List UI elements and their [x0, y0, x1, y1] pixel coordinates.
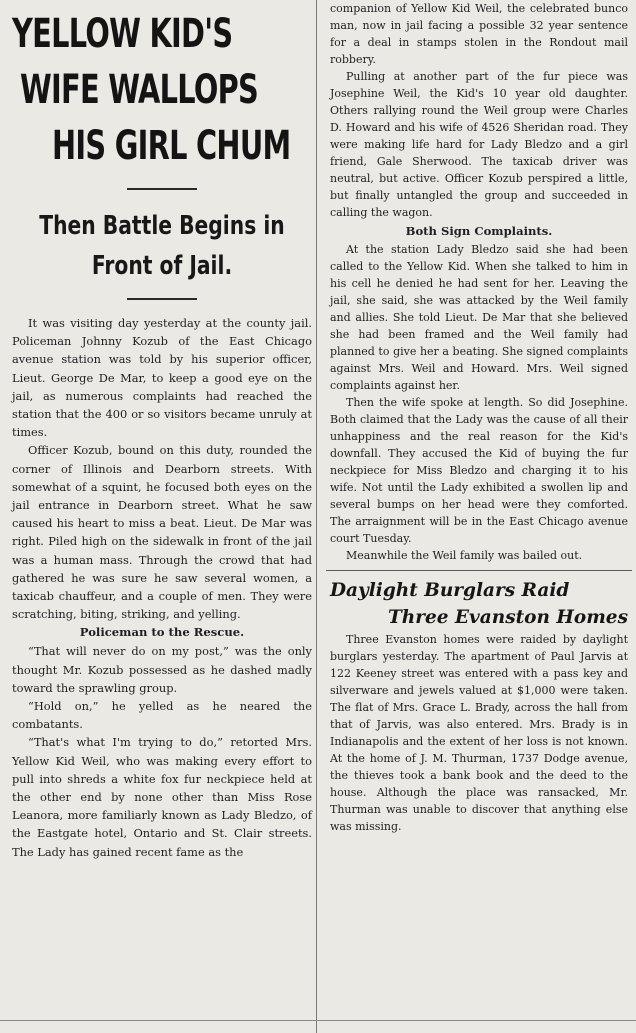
column-divider — [316, 0, 317, 1033]
right-column — [318, 0, 636, 1033]
paragraph: “That will never do on my post,” was the only thought Mr. Kozub possessed as he dashed madly toward the sprawling group. — [12, 644, 312, 695]
second-headline — [330, 577, 628, 631]
second-headline-line-2: Three Evanston Homes — [387, 607, 628, 628]
headline-line-1: YELLOW KID'S — [12, 11, 233, 57]
headline — [12, 6, 312, 174]
paragraph: “That's what I'm trying to do,” retorted Mrs. Yellow Kid Weil, who was making every effort to pull into shreds a white fox fur neckpiece held at the other end by none other than Miss Rose Leanora, more familiarly known as Lady Bledzo, of the Eastgate hotel, Ontario and St. Clair streets. The Lady has gained recent fame as the — [12, 735, 312, 859]
paragraph: Officer Kozub, bound on this duty, rounded the corner of Illinois and Dearborn streets. With somewhat of a squint, he focused both eyes on the jail entrance in Dearborn street. What he saw caused his heart to miss a beat. Lieut. De Mar was right. Piled high on the sidewalk in front of the jail was a human mass. Through the crowd that had gathered he was sure he saw several women, a taxicab chauffeur, and a couple of men. They were scratching, biting, striking, and yelling. — [12, 443, 312, 622]
paragraph: Pulling at another part of the fur piece was Josephine Weil, the Kid's 10 year old daughter. Others rallying round the Weil group were Charles D. Howard and his wife of 4526 Sheridan road. They were making life hard for Lady Bledzo and a girl friend, Gale Sherwood. The taxicab driver was neutral, but active. Officer Kozub perspired a little, but finally untangled the group and succeeded in calling the wagon. — [330, 70, 628, 219]
paragraph: “Hold on,” he yelled as he neared the combatants. — [12, 699, 312, 732]
paragraph: Meanwhile the Weil family was bailed out. — [346, 549, 583, 562]
paragraph: Three Evanston homes were raided by daylight burglars yesterday. The apartment of Paul Jarvis at 122 Keeney street was entered with a pass key and silverware and jewels valued at $1,000 were taken. The flat of Mrs. Grace L. Brady, across the hall from that of Jarvis, was also entered. Mrs. Brady is in Indianapolis and the extent of her loss is not known. At the home of J. M. Thurman, 1737 Dodge avenue, the thieves took a bank book and the deed to the house. Although the place was ransacked, Mr. Thurman was unable to discover that anything else was missing. — [330, 633, 628, 833]
headline-line-2: WIFE WALLOPS — [20, 67, 258, 113]
second-headline-line-1: Daylight Burglars Raid — [330, 580, 570, 601]
paragraph-continued: companion of Yellow Kid Weil, the celebrated bunco man, now in jail facing a possible 32 year sentence for a deal in stamps stolen in the Rondout mail robbery. — [330, 2, 628, 66]
headline-line-3: HIS GIRL CHUM — [52, 123, 291, 169]
subhead-rescue: Policeman to the Rescue. — [79, 625, 245, 640]
deck-divider — [127, 298, 197, 300]
deck-headline — [12, 206, 312, 286]
paragraph: At the station Lady Bledzo said she had been called to the Yellow Kid. When she talked to him in his cell he denied he had sent for her. Leaving the jail, she said, she was attacked by the Weil family and allies. She told Lieut. De Mar that she believed she had been framed and the Weil family had planned to give her a beating. She signed complaints against Mrs. Weil and Howard. Mrs. Weil signed complaints against her. — [330, 243, 628, 392]
deck-line-1: Then Battle Begins in — [39, 211, 285, 241]
article-separator — [326, 570, 632, 571]
bottom-rule — [0, 1020, 636, 1021]
deck-line-2: Front of Jail. — [91, 251, 233, 281]
paragraph: It was visiting day yesterday at the county jail. Policeman Johnny Kozub of the East Chicago avenue station was told by his superior officer, Lieut. George De Mar, to keep a good eye on the jail, as numerous complaints had reached the station that the 400 or so visitors became unruly at times. — [12, 316, 312, 440]
paragraph: Then the wife spoke at length. So did Josephine. Both claimed that the Lady was the cause of all their unhappiness and the real reason for the Kid's downfall. They accused the Kid of buying the fur neckpiece for Miss Bledzo and charging it to his wife. Not until the Lady exhibited a swollen lip and several bumps on her head were they comforted. The arraignment will be in the East Chicago avenue court Tuesday. — [330, 396, 628, 545]
subhead-complaints: Both Sign Complaints. — [405, 224, 553, 238]
headline-divider — [127, 188, 197, 190]
